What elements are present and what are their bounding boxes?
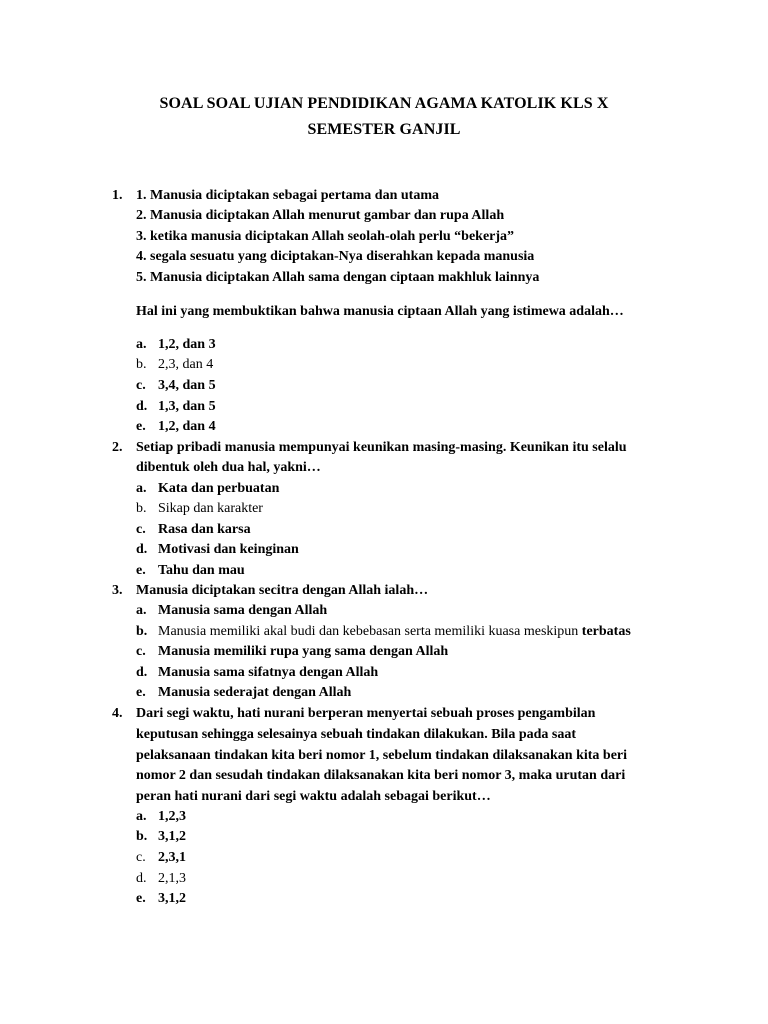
option-letter: a.	[136, 337, 147, 352]
document-subtitle: SEMESTER GANJIL	[307, 121, 461, 138]
option-letter: d.	[136, 399, 148, 414]
option-text	[158, 623, 631, 641]
question-text: Manusia diciptakan secitra dengan Allah ialah…	[136, 583, 429, 598]
option-text: 1,2, dan 3	[158, 337, 216, 352]
question-text: Dari segi waktu, hati nurani berperan menyertai sebuah proses pengambilan	[136, 706, 596, 721]
option-letter: b.	[136, 829, 148, 844]
option-letter: c.	[136, 644, 146, 659]
option-letter: c.	[136, 378, 146, 393]
option-letter: b.	[136, 624, 148, 639]
question-text: nomor 2 dan sesudah tindakan dilaksanakan kita beri nomor 3, maka urutan dari	[136, 768, 626, 783]
option-text: Tahu dan mau	[158, 563, 245, 578]
document-title: SOAL SOAL UJIAN PENDIDIKAN AGAMA KATOLIK KLS X	[159, 95, 609, 112]
question-prompt: Hal ini yang membuktikan bahwa manusia ciptaan Allah yang istimewa adalah…	[136, 304, 624, 319]
option-letter: d.	[136, 542, 148, 557]
option-text-emphasis: terbatas	[581, 624, 631, 639]
question-text: Setiap pribadi manusia mempunyai keunikan masing-masing. Keunikan itu selalu	[136, 440, 627, 455]
option-letter: e.	[136, 563, 146, 578]
option-text: 1,2,3	[158, 809, 186, 824]
option-letter: b.	[136, 357, 147, 372]
option-text: Kata dan perbuatan	[158, 481, 280, 496]
statement: 4. segala sesuatu yang diciptakan-Nya diserahkan kepada manusia	[136, 249, 535, 264]
option-text: Manusia sama sifatnya dengan Allah	[158, 665, 379, 680]
option-text: 3,4, dan 5	[158, 378, 216, 393]
option-letter: d.	[136, 871, 147, 886]
option-text: 1,2, dan 4	[158, 419, 216, 434]
option-letter: b.	[136, 501, 147, 516]
option-text: 2,3,1	[158, 850, 186, 865]
question-number: 2.	[112, 440, 123, 455]
option-letter: c.	[136, 522, 146, 537]
option-text: 1,3, dan 5	[158, 399, 216, 414]
option-text: Manusia sederajat dengan Allah	[158, 685, 352, 700]
statement: 3. ketika manusia diciptakan Allah seolah-olah perlu “bekerja”	[136, 229, 515, 244]
option-text: 2,1,3	[158, 871, 186, 886]
question-number: 3.	[112, 583, 123, 598]
option-text: 2,3, dan 4	[158, 357, 214, 372]
question-text: pelaksanaan tindakan kita beri nomor 1, sebelum tindakan dilaksanakan kita beri	[136, 748, 628, 763]
option-letter: a.	[136, 481, 147, 496]
question-number: 1.	[112, 188, 123, 203]
statement: 1. Manusia diciptakan sebagai pertama dan utama	[136, 188, 439, 203]
question-number: 4.	[112, 706, 123, 721]
option-text: Motivasi dan keinginan	[158, 542, 299, 557]
question-text: peran hati nurani dari segi waktu adalah sebagai berikut…	[136, 789, 491, 804]
option-text: Sikap dan karakter	[158, 501, 263, 516]
option-text: Rasa dan karsa	[158, 522, 251, 537]
statement: 5. Manusia diciptakan Allah sama dengan ciptaan makhluk lainnya	[136, 270, 540, 285]
option-text: Manusia memiliki rupa yang sama dengan Allah	[158, 644, 449, 659]
option-text-main: Manusia memiliki akal budi dan kebebasan serta memiliki kuasa meskipun	[158, 624, 579, 639]
option-text: 3,1,2	[158, 829, 186, 844]
option-letter: e.	[136, 891, 146, 906]
question-text: dibentuk oleh dua hal, yakni…	[136, 460, 321, 475]
question-text: keputusan sehingga selesainya sebuah tindakan dilakukan. Bila pada saat	[136, 727, 576, 742]
statement: 2. Manusia diciptakan Allah menurut gambar dan rupa Allah	[136, 208, 505, 223]
option-letter: c.	[136, 850, 146, 865]
option-text: Manusia sama dengan Allah	[158, 603, 328, 618]
option-letter: e.	[136, 419, 146, 434]
option-letter: e.	[136, 685, 146, 700]
option-letter: a.	[136, 809, 147, 824]
option-letter: a.	[136, 603, 147, 618]
option-text: 3,1,2	[158, 891, 186, 906]
option-letter: d.	[136, 665, 148, 680]
